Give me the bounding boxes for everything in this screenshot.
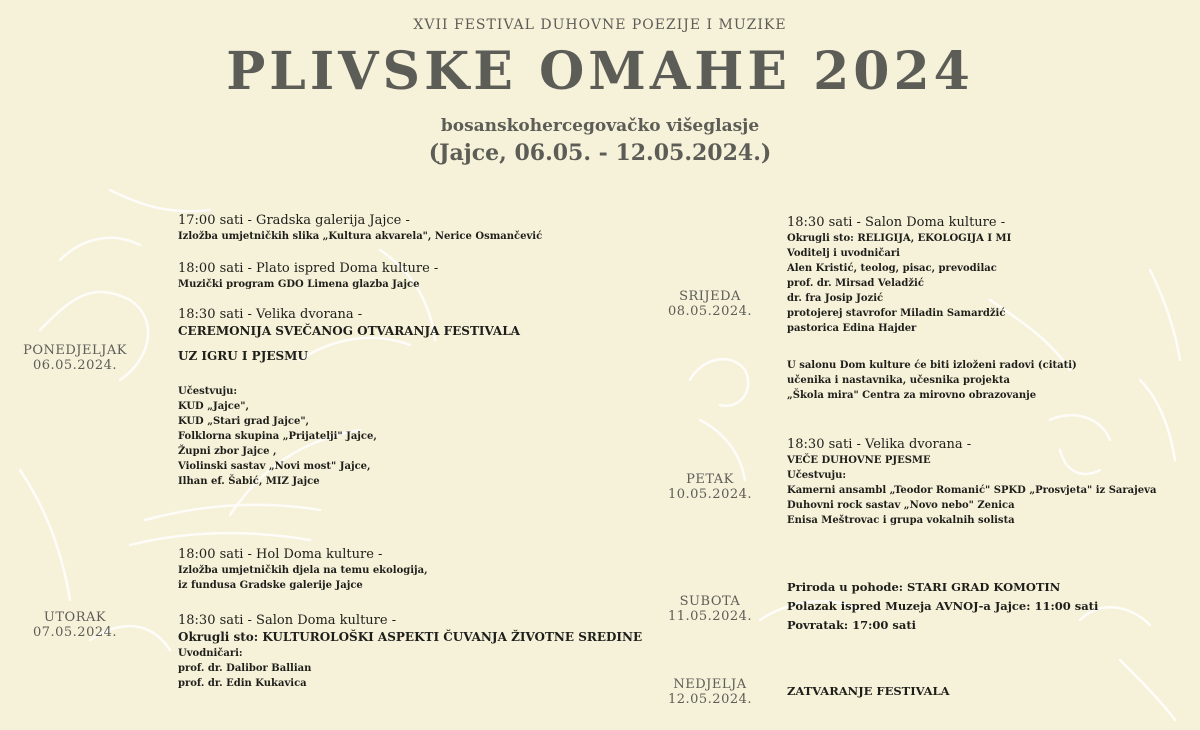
event-description: prof. dr. Edin Kukavica bbox=[178, 678, 307, 689]
event-description: Voditelj i uvodničari bbox=[787, 248, 900, 259]
day-label-subota bbox=[620, 594, 800, 624]
event-description: iz fundusa Gradske galerije Jajce bbox=[178, 580, 363, 591]
event-description: Polazak ispred Muzeja AVNOJ-a Jajce: 11:00 sati bbox=[787, 599, 1099, 613]
festival-dates: (Jajce, 06.05. - 12.05.2024.) bbox=[428, 140, 772, 166]
day-date: 11.05.2024. bbox=[667, 609, 753, 624]
event-description: Izložba umjetničkih djela na temu ekologija, bbox=[178, 565, 428, 576]
event-time-venue: 18:30 sati - Velika dvorana - bbox=[787, 437, 972, 452]
participant: Ilhan ef. Šabić, MIZ Jajce bbox=[178, 476, 320, 487]
monday-participants bbox=[178, 384, 377, 489]
event-time-venue: 18:30 sati - Salon Doma kulture - bbox=[178, 613, 397, 628]
event-description: dr. fra Josip Jozić bbox=[787, 293, 884, 304]
monday-event-music bbox=[178, 260, 438, 292]
participants-label: Učestvuju: bbox=[178, 386, 238, 397]
event-description: UZ IGRU I PJESMU bbox=[178, 349, 308, 363]
event-description: U salonu Dom kulture će biti izloženi radovi (citati) bbox=[787, 360, 1077, 371]
participant: KUD „Stari grad Jajce", bbox=[178, 416, 310, 427]
day-name: UTORAK bbox=[43, 610, 107, 625]
monday-event-opening bbox=[178, 306, 520, 365]
event-description: prof. dr. Dalibor Ballian bbox=[178, 663, 312, 674]
participant: KUD „Jajce", bbox=[178, 401, 249, 412]
day-label-utorak bbox=[0, 610, 150, 640]
day-name: SRIJEDA bbox=[679, 289, 741, 304]
event-description: Okrugli sto: KULTUROLOŠKI ASPEKTI ČUVANJA ŽIVOTNE SREDINE bbox=[178, 630, 643, 644]
festival-genre: bosanskohercegovačko višeglasje bbox=[440, 116, 760, 136]
day-label-petak bbox=[620, 472, 800, 502]
event-time-venue: 18:00 sati - Plato ispred Doma kulture - bbox=[178, 261, 439, 276]
friday-event-concert bbox=[787, 436, 1156, 528]
event-description: Alen Kristić, teolog, pisac, prevodilac bbox=[787, 263, 997, 274]
tuesday-event-exhibition bbox=[178, 546, 428, 593]
day-label-nedjelja bbox=[620, 677, 800, 707]
day-name: PETAK bbox=[686, 472, 734, 487]
event-description: Okrugli sto: RELIGIJA, EKOLOGIJA I MI bbox=[787, 233, 1012, 244]
event-description: prof. dr. Mirsad Veladžić bbox=[787, 278, 924, 289]
day-date: 07.05.2024. bbox=[32, 625, 118, 640]
event-description: Muzički program GDO Limena glazba Jajce bbox=[178, 279, 420, 290]
day-name: NEDJELJA bbox=[673, 677, 747, 692]
event-description: Povratak: 17:00 sati bbox=[787, 618, 917, 632]
day-name: SUBOTA bbox=[679, 594, 741, 609]
day-label-srijeda bbox=[620, 289, 800, 319]
wednesday-exhibition-note bbox=[787, 358, 1077, 403]
event-description: VEČE DUHOVNE PJESME bbox=[787, 455, 931, 466]
event-time-venue: 18:00 sati - Hol Doma kulture - bbox=[178, 547, 383, 562]
monday-event-gallery bbox=[178, 212, 542, 244]
tuesday-event-roundtable bbox=[178, 612, 642, 691]
event-description: Enisa Meštrovac i grupa vokalnih solista bbox=[787, 515, 1015, 526]
wednesday-event-roundtable bbox=[787, 214, 1011, 336]
event-description: Uvodničari: bbox=[178, 648, 243, 659]
event-description: Izložba umjetničkih slika „Kultura akvarela", Nerice Osmančević bbox=[178, 231, 543, 242]
event-time-venue: 18:30 sati - Velika dvorana - bbox=[178, 307, 363, 322]
participant: Folklorna skupina „Prijatelji" Jajce, bbox=[178, 431, 377, 442]
event-description: Učestvuju: bbox=[787, 470, 847, 481]
festival-subtitle: XVII FESTIVAL DUHOVNE POEZIJE I MUZIKE bbox=[413, 17, 787, 33]
event-description: pastorica Edina Hajder bbox=[787, 323, 917, 334]
day-date: 12.05.2024. bbox=[667, 692, 753, 707]
event-description: protojerej stavrofor Miladin Samardžić bbox=[787, 308, 1006, 319]
event-time-venue: 17:00 sati - Gradska galerija Jajce - bbox=[178, 213, 410, 228]
saturday-event-excursion bbox=[787, 578, 1098, 635]
day-label-ponedjeljak bbox=[0, 343, 150, 373]
event-description: „Škola mira" Centra za mirovno obrazovanje bbox=[787, 390, 1037, 401]
event-description: Priroda u pohode: STARI GRAD KOMOTIN bbox=[787, 580, 1061, 594]
event-description: ZATVARANJE FESTIVALA bbox=[787, 684, 950, 698]
event-description: Kamerni ansambl „Teodor Romanić" SPKD „Prosvjeta" iz Sarajeva bbox=[787, 485, 1157, 496]
day-name: PONEDJELJAK bbox=[23, 343, 127, 358]
day-date: 06.05.2024. bbox=[32, 358, 118, 373]
event-description: Duhovni rock sastav „Novo nebo" Zenica bbox=[787, 500, 1015, 511]
event-time-venue: 18:30 sati - Salon Doma kulture - bbox=[787, 215, 1006, 230]
event-description: CEREMONIJA SVEČANOG OTVARANJA FESTIVALA bbox=[178, 324, 520, 338]
festival-title: PLIVSKE OMAHE 2024 bbox=[226, 41, 974, 102]
participant: Župni zbor Jajce , bbox=[178, 446, 277, 457]
event-description: učenika i nastavnika, učesnika projekta bbox=[787, 375, 1010, 386]
participant: Violinski sastav „Novi most" Jajce, bbox=[178, 461, 371, 472]
sunday-event-closing bbox=[787, 682, 950, 701]
day-date: 08.05.2024. bbox=[667, 304, 753, 319]
day-date: 10.05.2024. bbox=[667, 487, 753, 502]
